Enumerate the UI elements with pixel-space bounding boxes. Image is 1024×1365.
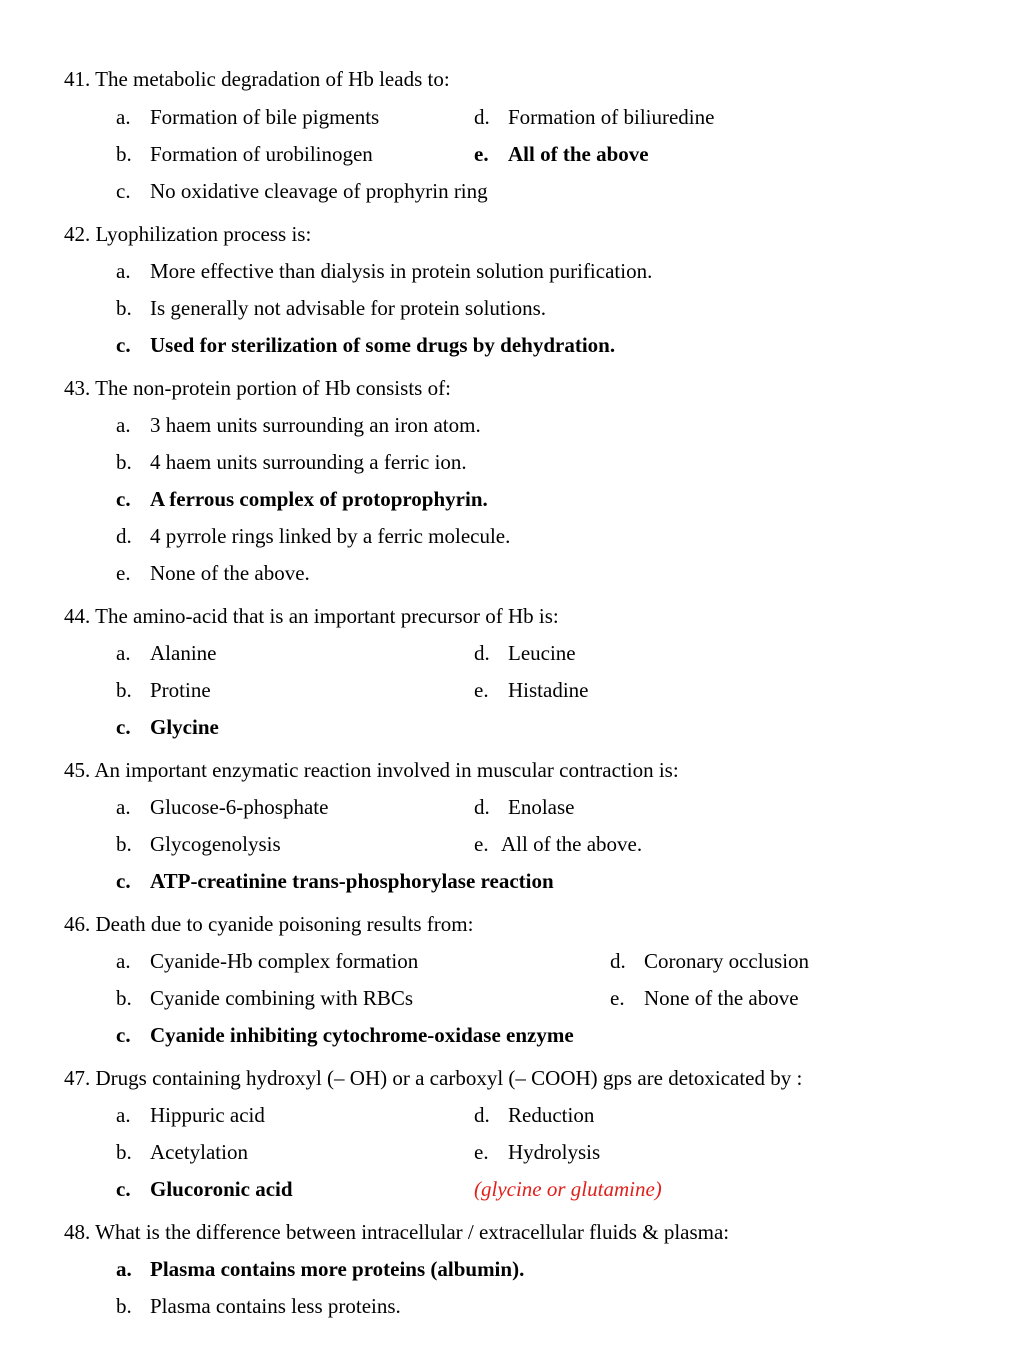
option-text: 3 haem units surrounding an iron atom. (150, 413, 481, 437)
q46-option-a (116, 948, 418, 974)
q43-option-a (116, 412, 481, 438)
q42-option-a (116, 258, 652, 284)
option-text: Plasma contains more proteins (albumin). (150, 1257, 525, 1281)
q48-option-a-answer (116, 1256, 524, 1282)
q43-option-e (116, 560, 310, 586)
option-label: c. (116, 487, 131, 511)
option-label: a. (116, 795, 131, 819)
option-label: b. (116, 986, 132, 1010)
q43-option-c-answer (116, 486, 488, 512)
option-label: c. (116, 179, 131, 203)
option-label: d. (474, 641, 490, 665)
option-label: e. (474, 678, 489, 702)
option-text: A ferrous complex of protoprophyrin. (150, 487, 488, 511)
question-48-stem: 48. What is the difference between intracellular / extracellular fluids & plasma: (64, 1220, 730, 1244)
option-text: Alanine (150, 641, 217, 665)
option-label: a. (116, 413, 131, 437)
option-text: Reduction (508, 1103, 595, 1127)
option-label: b. (116, 1140, 132, 1164)
q44-option-e (474, 677, 588, 703)
option-label: d. (474, 105, 490, 129)
q42-option-c-answer (116, 332, 615, 358)
q41-option-a (116, 104, 379, 130)
option-label: c. (116, 1177, 131, 1201)
q47-option-d (474, 1102, 594, 1128)
q41-option-e-answer (474, 141, 649, 167)
q46-option-c-answer (116, 1022, 574, 1048)
q41-option-b (116, 141, 373, 167)
option-label: a. (116, 949, 131, 973)
q44-option-c-answer (116, 714, 219, 740)
q45-option-d (474, 794, 574, 820)
option-text: None of the above (644, 986, 799, 1010)
option-text: Coronary occlusion (644, 949, 810, 973)
q47-option-c-answer (116, 1176, 293, 1202)
option-text: Acetylation (150, 1140, 248, 1164)
option-text: Protine (150, 678, 211, 702)
option-label: e. (116, 561, 131, 585)
q44-option-b (116, 677, 211, 703)
option-text: Formation of urobilinogen (150, 142, 373, 166)
option-label: d. (474, 795, 490, 819)
option-text: ATP-creatinine trans-phosphorylase reaction (150, 869, 554, 893)
option-text: Enolase (508, 795, 575, 819)
q44-option-d (474, 640, 576, 666)
option-text: No oxidative cleavage of prophyrin ring (150, 179, 488, 203)
option-label: e. (474, 142, 489, 166)
option-text: Hydrolysis (508, 1140, 601, 1164)
option-text: Plasma contains less proteins. (150, 1294, 401, 1318)
question-43-stem: 43. The non-protein portion of Hb consists of: (64, 376, 451, 400)
option-text: Leucine (508, 641, 576, 665)
q47-answer-note: (glycine or glutamine) (474, 1177, 662, 1201)
question-44-stem: 44. The amino-acid that is an important precursor of Hb is: (64, 604, 559, 628)
q47-option-e (474, 1139, 600, 1165)
option-text: Glycine (150, 715, 219, 739)
option-text: None of the above. (150, 561, 310, 585)
option-text: Formation of biliuredine (508, 105, 715, 129)
option-label: b. (116, 142, 132, 166)
option-label: b. (116, 450, 132, 474)
option-text: 4 pyrrole rings linked by a ferric molecule. (150, 524, 511, 548)
option-label: c. (116, 333, 131, 357)
q45-option-b (116, 831, 281, 857)
q43-option-d (116, 523, 510, 549)
option-text: Formation of bile pigments (150, 105, 380, 129)
q42-option-b (116, 295, 546, 321)
question-41-stem: 41. The metabolic degradation of Hb leads to: (64, 67, 450, 91)
option-text: Used for sterilization of some drugs by dehydration. (150, 333, 616, 357)
option-text: All of the above (508, 142, 649, 166)
option-label: b. (116, 678, 132, 702)
question-42-stem: 42. Lyophilization process is: (64, 222, 312, 246)
q46-option-b (116, 985, 413, 1011)
option-label: b. (116, 296, 132, 320)
q41-option-d (474, 104, 714, 130)
option-label: d. (116, 524, 132, 548)
q46-option-d (610, 948, 809, 974)
option-label: a. (116, 105, 131, 129)
option-label: d. (474, 1103, 490, 1127)
q43-option-b (116, 449, 467, 475)
option-label: c. (116, 869, 131, 893)
option-label: a. (116, 1103, 131, 1127)
option-text: Is generally not advisable for protein solutions. (150, 296, 546, 320)
q48-option-b (116, 1293, 401, 1319)
question-47-stem: 47. Drugs containing hydroxyl (– OH) or a carboxyl (– COOH) gps are detoxicated by : (64, 1066, 803, 1090)
q45-option-e (474, 831, 642, 857)
option-text: Glucoronic acid (150, 1177, 293, 1201)
option-label: e. (474, 832, 489, 856)
option-label: e. (610, 986, 625, 1010)
q45-option-a (116, 794, 328, 820)
option-label: a. (116, 1257, 132, 1281)
q47-option-a (116, 1102, 265, 1128)
q41-option-c (116, 178, 488, 204)
q45-option-c-answer (116, 868, 554, 894)
option-text: Cyanide combining with RBCs (150, 986, 414, 1010)
option-text: All of the above. (501, 832, 643, 856)
option-text: Cyanide-Hb complex formation (150, 949, 419, 973)
q47-option-b (116, 1139, 248, 1165)
q46-option-e (610, 985, 799, 1011)
option-label: e. (474, 1140, 489, 1164)
option-label: c. (116, 1023, 131, 1047)
option-text: Glucose-6-phosphate (150, 795, 329, 819)
q44-option-a (116, 640, 216, 666)
option-text: Cyanide inhibiting cytochrome-oxidase enzyme (150, 1023, 574, 1047)
option-label: b. (116, 1294, 132, 1318)
option-label: a. (116, 641, 131, 665)
question-45-stem: 45. An important enzymatic reaction involved in muscular contraction is: (64, 758, 679, 782)
option-text: Histadine (508, 678, 589, 702)
option-text: More effective than dialysis in protein solution purification. (150, 259, 653, 283)
question-46-stem: 46. Death due to cyanide poisoning results from: (64, 912, 474, 936)
option-text: Glycogenolysis (150, 832, 281, 856)
option-text: 4 haem units surrounding a ferric ion. (150, 450, 467, 474)
option-label: c. (116, 715, 131, 739)
option-text: Hippuric acid (150, 1103, 265, 1127)
option-label: b. (116, 832, 132, 856)
option-label: d. (610, 949, 626, 973)
option-label: a. (116, 259, 131, 283)
